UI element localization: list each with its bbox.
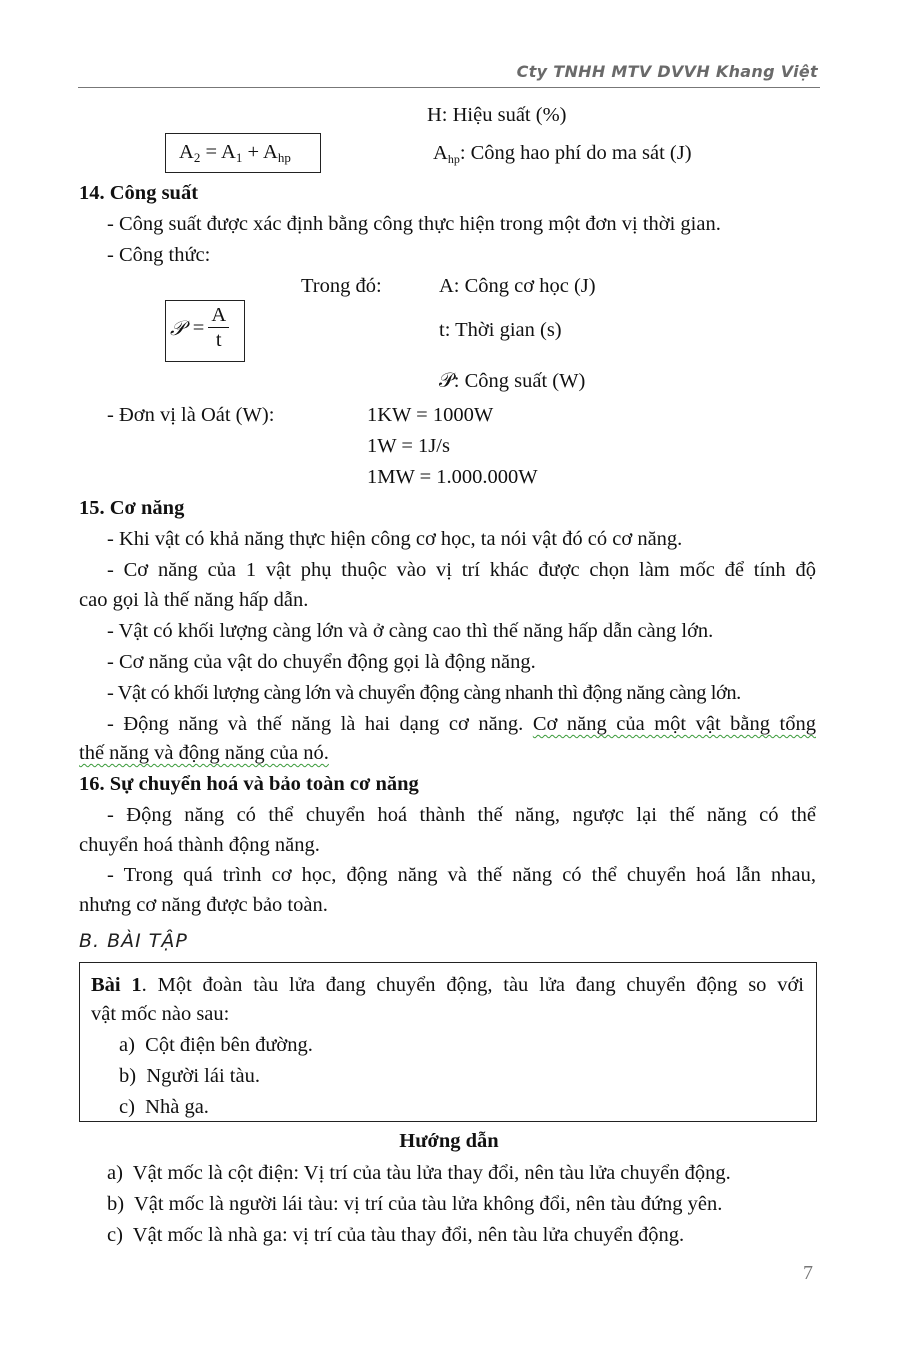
section-15-line: - Khi vật có khả năng thực hiện công cơ học, ta nói vật đó có cơ năng. — [107, 528, 683, 550]
exercise-option: a) Cột điện bên đường. — [119, 1034, 313, 1056]
section-16-line: - Động năng có thể chuyển hoá thành thế năng, ngược lại thế năng có thể — [107, 804, 816, 826]
formula-term: A — [221, 141, 236, 163]
running-header: Cty TNHH MTV DVVH Khang Việt — [516, 62, 818, 81]
formula-subscript: 1 — [235, 150, 243, 165]
formula-term: A — [263, 141, 278, 163]
formula-a2 — [179, 140, 291, 170]
definition-time: t: Thời gian (s) — [439, 319, 562, 341]
formula-power — [170, 303, 229, 352]
exercise-option: c) Nhà ga. — [119, 1096, 209, 1118]
section-b-title: B. BÀI TẬP — [79, 930, 188, 952]
fraction-denominator: t — [215, 329, 222, 351]
section-15-line: - Vật có khối lượng càng lớn và ở càng cao thì thế năng hấp dẫn càng lớn. — [107, 620, 714, 642]
grammar-flagged-text: Cơ năng của một vật bằng tổng — [532, 713, 817, 735]
section-16-line: - Trong quá trình cơ học, động năng và thế năng có thể chuyển hoá lẫn nhau, — [107, 864, 816, 886]
where-label: Trong đó: — [301, 275, 382, 297]
section-14-line: - Công suất được xác định bằng công thực hiện trong một đơn vị thời gian. — [107, 213, 721, 235]
guide-title: Hướng dẫn — [399, 1130, 499, 1152]
guide-answer: a) Vật mốc là cột điện: Vị trí của tàu lửa thay đổi, nên tàu lửa chuyển động. — [107, 1162, 731, 1184]
legend-text: : Công hao phí do ma sát (J) — [459, 142, 692, 164]
legend-subscript: hp — [447, 152, 460, 166]
formula-operator: = — [192, 316, 205, 339]
section-15-line: - Vật có khối lượng càng lớn và chuyển động càng nhanh thì động năng càng lớn. — [107, 682, 741, 704]
exercise-option: b) Người lái tàu. — [119, 1065, 260, 1087]
section-15-line — [79, 741, 329, 765]
legend-efficiency: H: Hiệu suất (%) — [427, 104, 567, 126]
formula-term: A — [179, 141, 194, 163]
section-16-line: chuyển hoá thành động năng. — [79, 834, 320, 856]
formula-operator: = — [200, 141, 221, 163]
power-symbol: 𝒫 — [170, 315, 185, 340]
grammar-flagged-text: thế năng và động năng của nó. — [79, 742, 329, 764]
section-15-line: - Cơ năng của vật do chuyển động gọi là động năng. — [107, 651, 536, 673]
legend-lost-work — [433, 141, 692, 171]
text-run: - Động năng và thế năng là hai dạng cơ năng. — [107, 713, 533, 735]
guide-answer: b) Vật mốc là người lái tàu: vị trí của tàu lửa không đổi, nên tàu đứng yên. — [107, 1193, 723, 1215]
formula-subscript: 2 — [193, 150, 201, 165]
section-16-line: nhưng cơ năng được bảo toàn. — [79, 894, 328, 916]
section-15-line: - Cơ năng của 1 vật phụ thuộc vào vị trí khác được chọn làm mốc để tính độ — [107, 559, 816, 581]
section-15-title: 15. Cơ năng — [79, 497, 185, 519]
fraction-numerator: A — [208, 303, 229, 328]
section-15-line: cao gọi là thế năng hấp dẫn. — [79, 589, 309, 611]
formula-operator: + — [242, 141, 263, 163]
formula-subscript: hp — [277, 150, 291, 165]
exercise-text: . Một đoàn tàu lửa đang chuyển động, tàu lửa đang chuyển động so với — [141, 974, 805, 996]
section-15-line — [107, 712, 816, 736]
definition-power: 𝒫: Công suất (W) — [439, 370, 586, 392]
section-14-title: 14. Công suất — [79, 182, 199, 204]
unit-conversion: 1MW = 1.000.000W — [367, 466, 538, 488]
header-rule — [78, 87, 820, 88]
section-14-line: - Công thức: — [107, 244, 211, 266]
unit-conversion: 1W = 1J/s — [367, 435, 450, 457]
definition-work: A: Công cơ học (J) — [439, 275, 596, 297]
unit-label: - Đơn vị là Oát (W): — [107, 404, 275, 426]
exercise-label: Bài 1 — [91, 974, 142, 996]
legend-symbol: A — [433, 142, 448, 164]
section-16-title: 16. Sự chuyển hoá và bảo toàn cơ năng — [79, 773, 419, 795]
fraction — [208, 303, 229, 352]
exercise-question — [91, 973, 804, 997]
exercise-question-cont: vật mốc nào sau: — [91, 1003, 230, 1025]
unit-conversion: 1KW = 1000W — [367, 404, 494, 426]
page-number: 7 — [803, 1262, 813, 1284]
guide-answer: c) Vật mốc là nhà ga: vị trí của tàu thay đổi, nên tàu lửa chuyển động. — [107, 1224, 685, 1246]
